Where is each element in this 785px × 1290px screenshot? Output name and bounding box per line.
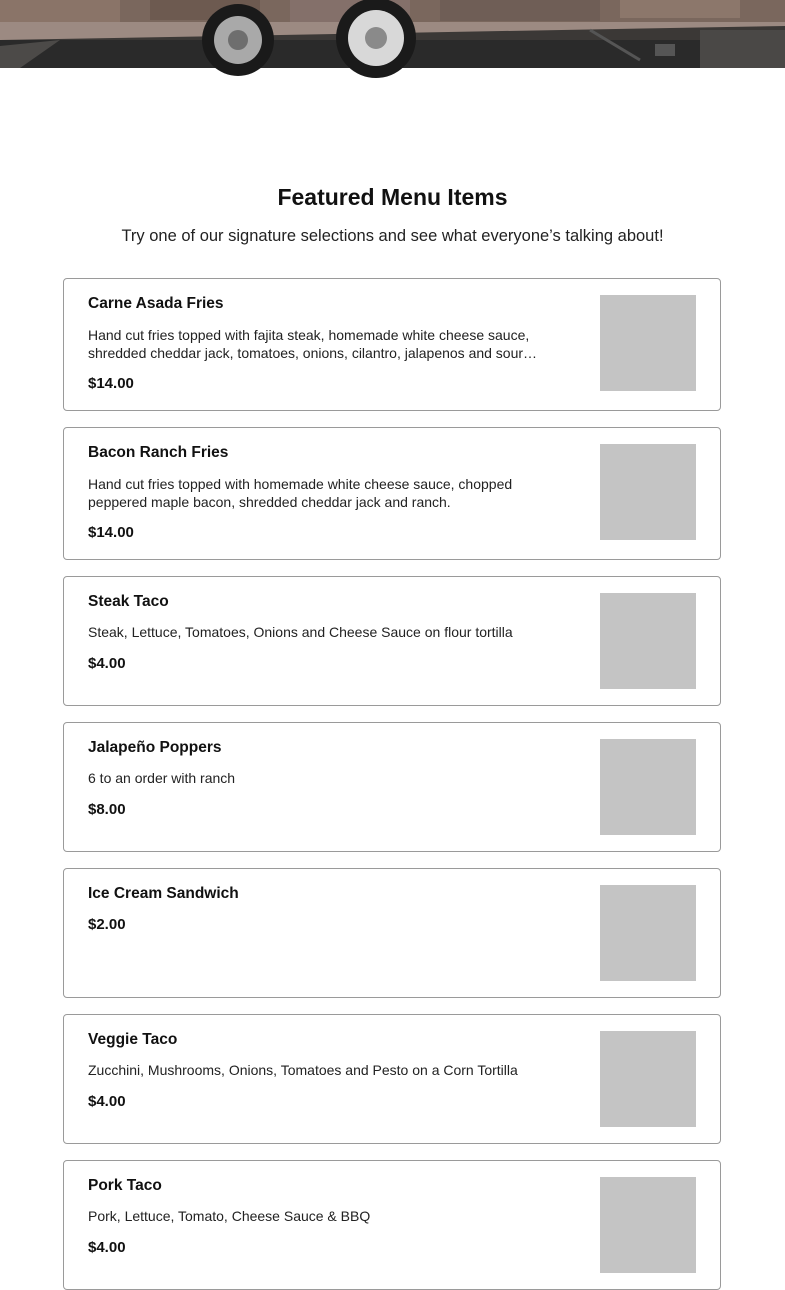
menu-item-image [600,444,696,540]
menu-item-name: Jalapeño Poppers [88,739,222,756]
section-title: Featured Menu Items [277,184,508,210]
menu-item-price: $4.00 [88,1239,126,1256]
menu-item-description: Hand cut fries topped with homemade white cheese sauce, chopped peppered maple bacon, shredded cheddar jack and ranch. [88,476,513,510]
section-subtitle: Try one of our signature selections and see what everyone’s talking about! [121,227,664,245]
menu-item-description: Zucchini, Mushrooms, Onions, Tomatoes and Pesto on a Corn Tortilla [88,1062,518,1078]
menu-item-description: Pork, Lettuce, Tomato, Cheese Sauce & BBQ [88,1208,371,1224]
menu-item-description: Hand cut fries topped with fajita steak, homemade white cheese sauce, shredded cheddar jack, tomatoes, onions, cilantro, jalapenos and sour… [88,327,538,361]
menu-item-card[interactable] [63,868,721,998]
menu-item-price: $8.00 [88,801,126,818]
menu-item-description: Steak, Lettuce, Tomatoes, Onions and Cheese Sauce on flour tortilla [88,624,513,640]
menu-item-card[interactable] [63,722,721,852]
menu-item-name: Pork Taco [88,1177,162,1194]
menu-item-image [600,295,696,391]
menu-item-price: $4.00 [88,1093,126,1110]
menu-item-image [600,593,696,689]
menu-item-name: Veggie Taco [88,1031,178,1048]
menu-item-image [600,1031,696,1127]
menu-item-image [600,885,696,981]
menu-item-card[interactable] [63,576,721,706]
menu-item-description: 6 to an order with ranch [88,770,236,786]
menu-item-name: Steak Taco [88,593,169,610]
menu-item-price: $4.00 [88,655,126,672]
menu-item-image [600,739,696,835]
hero-image [0,0,785,68]
menu-item-price: $2.00 [88,916,126,933]
menu-item-name: Carne Asada Fries [88,295,224,312]
menu-item-name: Ice Cream Sandwich [88,885,239,902]
menu-item-card[interactable] [63,1160,721,1290]
menu-item-price: $14.00 [88,524,134,541]
menu-item-name: Bacon Ranch Fries [88,444,229,461]
menu-item-card[interactable] [63,278,721,411]
food-truck-photo [0,0,785,68]
menu-item-card[interactable] [63,1014,721,1144]
menu-item-card[interactable] [63,427,721,560]
menu-item-image [600,1177,696,1273]
menu-item-price: $14.00 [88,375,134,392]
